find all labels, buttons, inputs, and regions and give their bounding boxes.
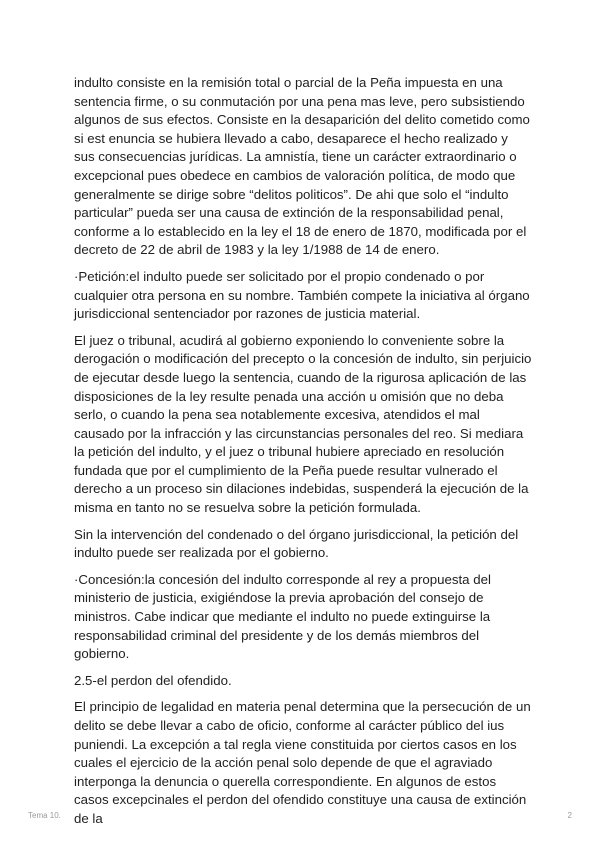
footer-chapter-label: Tema 10. <box>28 811 61 820</box>
paragraph-principio-legalidad: El principio de legalidad en materia penal determina que la persecución de un delito se debe llevar a cabo de oficio, conforme al carácter público del ius puniendi. La excepción a tal regla viene constituida por ciertos casos en los cuales el ejercicio de la acción penal solo depende de que el agraviado interponga la denuncia o querella correspondiente. En algunos de estos casos excepcinales el perdon del ofendido constituye una causa de extinción de la <box>74 699 531 826</box>
paragraph-indulto-definition: indulto consiste en la remisión total o parcial de la Peña impuesta en una sentencia firme, o su conmutación por una pena mas leve, pero subsistiendo algunos de sus efectos. Consiste en la desaparición del delito cometido como si est enuncia se hubiera llevado a cabo, desaparece el hecho realizado y sus consecuencias jurídicas. La amnistía, tiene un carácter extraordinario o excepcional pues obedece en cambios de valoración política, de modo que generalmente se dirige sobre “delitos politicos”. De ahi que solo el “indulto particular” pueda ser una causa de extinción de la responsabilidad penal, conforme a lo establecido en la ley el 18 de enero de 1870, modificada por el decreto de 22 de abril de 1983 y la ley 1/1988 de 14 de enero. <box>74 75 530 258</box>
section-heading-perdon: 2.5-el perdon del ofendido. <box>74 672 232 688</box>
paragraph-concesion: ·Concesión:la concesión del indulto corresponde al rey a propuesta del ministerio de justicia, exigiéndose la previa aprobación del consejo de ministros. Cabe indicar que mediante el indulto no puede extinguirse la responsabilidad criminal del presidente y de los demás miembros del gobierno. <box>74 571 491 662</box>
paragraph-intervencion-gobierno: Sin la intervención del condenado o del órgano jurisdiccional, la petición del indulto puede ser realizada por el gobierno. <box>74 526 519 561</box>
paragraph-juez-tribunal: El juez o tribunal, acudirá al gobierno exponiendo lo conveniente sobre la derogación o modificación del precepto o la concesión de indulto, sin perjuicio de ejecutar desde luego la sentencia, cuando de la rigurosa aplicación de las disposiciones de la ley resulte penada una acción u omisión que no deba serlo, o cuando la pena sea notablemente excesiva, atendidos el mal causado por la infracción y las circunstancias personales del reo. Si mediara la petición del indulto, y el juez o tribunal hubiere apreciado en resolución fundada que por el cumplimiento de la Peña puede resultar vulnerado el derecho a un proceso sin dilaciones indebidas, suspenderá la ejecución de la misma en tanto no se resuelva sobre la petición formulada. <box>74 332 532 516</box>
paragraph-peticion: ·Petición:el indulto puede ser solicitado por el propio condenado o por cualquier otra persona en su nombre. También compete la iniciativa al órgano jurisdiccional sentenciador por razones de justicia material. <box>74 268 530 322</box>
footer-page-number: 2 <box>567 811 572 820</box>
document-body <box>74 74 532 837</box>
